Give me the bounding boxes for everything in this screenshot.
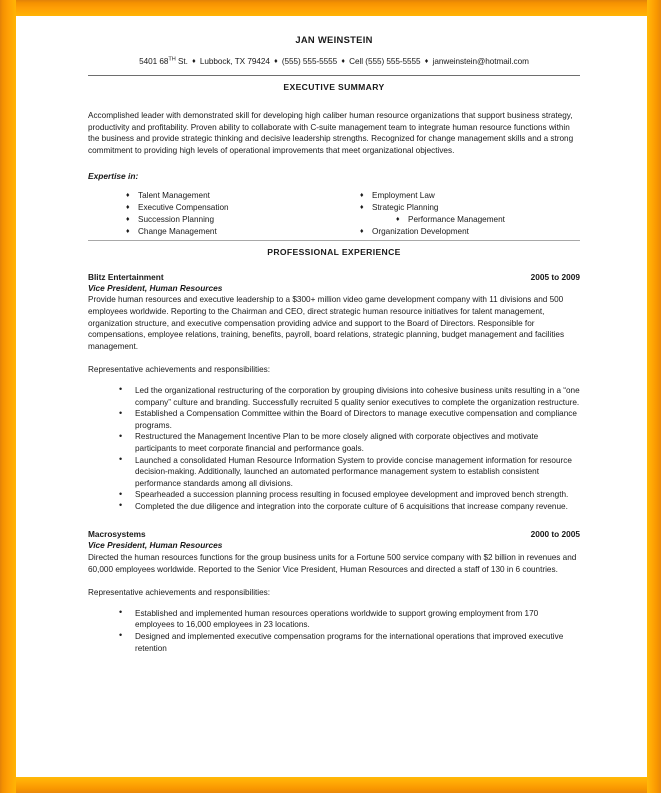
job-summary: Provide human resources and executive leadership to a $300+ million video game development company with 11 divisions and 500 employees worldwide. Reporting to the Chairman and CEO, direct strategic human resource initiatives for talent management, organization structure, and executive compensation providing advice and support to the Board of Directors. Responsible for compensations, employee relations, training, benefits, payroll, board relations, strategic planning, budget management and facilities management. (88, 295, 565, 351)
street-address (139, 57, 188, 66)
professional-experience-divider-rule (88, 240, 580, 241)
job-header (88, 529, 580, 540)
achievement-item (88, 501, 580, 513)
round-bullet-icon: • (119, 607, 123, 618)
frame-border-right (647, 0, 661, 793)
expertise-item (360, 214, 580, 226)
cell-number: Cell (555) 555-5555 (349, 56, 421, 66)
achievement-item (88, 408, 580, 431)
frame-border-top (0, 0, 661, 16)
round-bullet-icon: • (119, 500, 123, 511)
contact-separator-1: ♦ (192, 58, 196, 66)
street-suffix: St. (175, 56, 188, 66)
achievements-label: Representative achievements and responsibilities: (88, 588, 271, 598)
frame-border-left (0, 0, 16, 793)
expertise-item-label: Performance Management (408, 215, 505, 224)
job-dates: 2000 to 2005 (530, 529, 580, 540)
diamond-bullet-icon: ♦ (360, 227, 364, 235)
contact-separator-4: ♦ (424, 58, 429, 66)
diamond-bullet-icon: ♦ (396, 216, 400, 223)
achievement-text: Established and implemented human resources operations worldwide to support growing employment from 170 employees to 16,000 employees in 23 locations. (135, 608, 539, 630)
achievement-item (88, 431, 580, 454)
email-address: janweinstein@hotmail.com (432, 56, 529, 66)
phone-number: (555) 555-5555 (281, 56, 338, 66)
round-bullet-icon: • (119, 407, 123, 418)
contact-line (88, 57, 580, 69)
expertise-label: Expertise in: (88, 171, 139, 182)
expertise-item-label: Organization Development (372, 226, 469, 236)
job-title: Vice President, Human Resources (88, 540, 223, 551)
achievements-list (88, 608, 580, 654)
executive-summary-paragraph: Accomplished leader with demonstrated skill for developing high caliber human resource organizations that support business strategy, productivity and profitability. Proven ability to collaborate with C-suite management team to integrate human resource functions within the business and provide strategic thinking and decisive leadership strengths. Recognized for change management skills and a strong commitment to providing high levels of operational improvements that meet organizational objectives. (88, 111, 574, 155)
job-entry (88, 529, 580, 654)
contact-separator-2: ♦ (274, 58, 278, 66)
achievement-text: Established a Compensation Committee within the Board of Directors to manage executive compensation and compliance programs. (135, 409, 577, 430)
achievement-text: Led the organizational restructuring of the corporation by grouping divisions into cohesive business units resulting in a “one company” culture and branding. Successfully recruited 5 quality senior executives to complete the organization restructure. (135, 385, 580, 407)
candidate-name: JAN WEINSTEIN (295, 34, 373, 45)
achievement-item (88, 385, 580, 408)
header-divider-rule (88, 75, 580, 76)
expertise-item-label: Executive Compensation (138, 203, 229, 213)
street-number: 5401 68 (139, 56, 169, 66)
diamond-bullet-icon: ♦ (126, 204, 130, 212)
expertise-columns (88, 190, 580, 240)
expertise-item-label: Talent Management (138, 191, 210, 201)
job-summary: Directed the human resources functions for the group business units for a Fortune 500 service company with $2 billion in revenues and 60,000 employees worldwide. Reported to the Senior Vice President, Human Resources and directed a staff of 130 in 6 countries. (88, 552, 577, 574)
achievement-text: Completed the due diligence and integration into the corporate culture of 6 acquisitions that increase company revenue. (135, 501, 568, 511)
job-header (88, 272, 580, 283)
expertise-column-left (126, 190, 346, 238)
section-heading-professional-experience: PROFESSIONAL EXPERIENCE (267, 247, 401, 258)
achievement-text: Spearheaded a succession planning process resulting in focused employee development and improved bench strength. (135, 490, 569, 500)
achievement-item (88, 608, 580, 631)
expertise-item (126, 202, 346, 214)
resume-paper (16, 16, 647, 777)
resume-content (88, 16, 580, 654)
expertise-item (126, 190, 346, 202)
achievement-item (88, 489, 580, 501)
expertise-item-label: Employment Law (372, 191, 435, 201)
diamond-bullet-icon: ♦ (360, 204, 364, 212)
achievements-label: Representative achievements and responsibilities: (88, 365, 271, 375)
expertise-item-label: Strategic Planning (372, 203, 439, 213)
expertise-item (126, 214, 346, 226)
diamond-bullet-icon: ♦ (126, 192, 130, 200)
street-ordinal-suffix: TH (168, 55, 176, 62)
achievements-list (88, 385, 580, 513)
expertise-item (360, 202, 580, 214)
achievement-item (88, 455, 580, 490)
contact-separator-3: ♦ (341, 58, 345, 66)
job-company: Blitz Entertainment (88, 271, 164, 282)
job-dates: 2005 to 2009 (530, 271, 580, 282)
achievement-item (88, 631, 580, 654)
achievement-text: Designed and implemented executive compensation programs for the international operations that improved executive retention (135, 631, 564, 653)
achievement-text: Launched a consolidated Human Resource Information System to provide concise management information for resource decision-making. Additionally, launched an automated performance management system to establish consistent performance standards among all divisions. (135, 455, 572, 488)
expertise-column-right (360, 190, 580, 238)
job-company: Macrosystems (88, 529, 146, 540)
section-heading-executive-summary: EXECUTIVE SUMMARY (283, 82, 385, 93)
round-bullet-icon: • (119, 630, 123, 641)
city-state-zip: Lubbock, TX 79424 (199, 56, 270, 66)
round-bullet-icon: • (119, 430, 123, 441)
job-title: Vice President, Human Resources (88, 282, 223, 293)
round-bullet-icon: • (119, 454, 123, 465)
round-bullet-icon: • (119, 488, 123, 499)
diamond-bullet-icon: ♦ (360, 192, 364, 200)
expertise-item-label: Change Management (138, 226, 217, 236)
expertise-item (360, 226, 580, 238)
job-entry (88, 272, 580, 513)
frame-border-bottom (0, 777, 661, 793)
round-bullet-icon: • (119, 384, 123, 395)
expertise-item (126, 226, 346, 238)
expertise-item-label: Succession Planning (138, 215, 215, 224)
expertise-item (360, 190, 580, 202)
achievement-text: Restructured the Management Incentive Plan to be more closely aligned with corporate objectives and motivate participants to meet corporate financial and performance goals. (135, 432, 539, 453)
diamond-bullet-icon: ♦ (126, 216, 130, 223)
diamond-bullet-icon: ♦ (126, 227, 130, 235)
